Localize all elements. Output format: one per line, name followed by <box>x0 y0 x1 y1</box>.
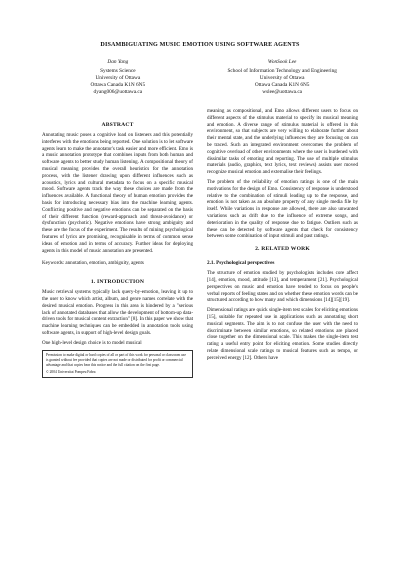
keywords: Keywords: annotation, emotion, ambiguity, agents <box>42 260 144 267</box>
left-column <box>42 108 193 390</box>
right-paragraph-2: The problem of the reliability of emotion ratings is one of the main motivations for the design of Emo. Consistency of response is understood relative to the combination of stimuli leading up to the response, and emotion is not taken as an absolute property of any single media file by itself. While variations in response are allowed, there are also unwanted variations such as drift due to the influence of extreme songs, and deterioration in the quality of response due to fatigue. Outliers such as these can be detected by software agents that check for consistency between some combination of input stimuli and past ratings. <box>207 178 358 240</box>
footer-area <box>42 350 193 390</box>
author-1-univ: University of Ottawa <box>95 75 141 81</box>
abstract-heading: ABSTRACT <box>101 122 134 128</box>
right-paragraph-1: meaning as compositional, and Emo allows different users to focus on different aspects of the stimulus material to specify its musical meaning and emotion. A diverse range of stimulus material is offered in this environment, so that subjects are very willing to elaborate further about their mental state, and the underlying influences they are focusing on can be traced. Such an integrated environment overcomes the problem of cognitive overload of other environments where the user is burdened with dissimilar tasks of emoting and reporting. The use of multiple stimulus materials (audio, graphics, text lyrics, text reviews) assists user moved recognize musical emotion and externalise their feelings. <box>207 108 358 176</box>
right-column <box>207 108 358 390</box>
right-paragraph-4: Dimensional ratings are quick single-item test scales for eliciting emotions [15], suitable for repeated use in applications such as annotating short musical segments. The aim is to not confuse the user with the need to discriminate between similar emotions, so related emotions are placed close together on the dimensional scale. This makes the single-item test rating a useful entry point for eliciting emotion. Some studies directly relate dimensional scale ratings to musical features such as tempo, or perceived energy [12]. Others have <box>207 307 358 361</box>
author-2-name: WonSook Lee <box>267 59 297 65</box>
author-2-addr: Ottawa Canada K1N 6N5 <box>254 82 310 88</box>
permission-notice: Permission to make digital or hard copies of all or part of this work for personal or classroom use is granted without fee provided that copies are not made or distributed for profit or commercial advantage and that copies bear this notice and the full citation on the first page. <box>46 352 186 367</box>
author-2-dept: School of Information Technology and Engineering <box>227 68 337 74</box>
intro-paragraph-2: One high-level design choice is to model musical <box>42 339 142 346</box>
intro-heading: 1. INTRODUCTION <box>90 279 145 286</box>
author-1 <box>42 59 194 96</box>
paper-title: DISAMBIGUATING MUSIC EMOTION USING SOFTWARE AGENTS <box>100 42 300 48</box>
author-1-addr: Ottawa Canada K1N 6N5 <box>90 82 146 88</box>
author-2 <box>206 59 358 96</box>
copyright-line: © 2004 Universitat Pompeu Fabra <box>46 369 96 374</box>
intro-paragraph: Music retrieval systems typically lack query-by-emotion, leaving it up to the user to know which artist, album, and genre names correlate with the desired musical emotion. Progress in this area is hindered by a "serious lack of annotated databases that allow the development of bottom-up data-driven tools for musical content extraction" [8]. In this paper we show that machine learning techniques can be embedded in annotation tools using software agents, in support of high-level design goals. <box>42 289 193 336</box>
author-block <box>42 59 358 96</box>
right-paragraph-3: The structure of emotion studied by psychologists includes core affect [14], emotion, mood, attitude [13], and temperament [21]. Psychological perspectives on music and emotion have tended to focus on people's verbal reports of feeling states and on whether these emotion words can be structured according to how many and which dimensions [14][15][19]. <box>207 270 358 304</box>
body-columns <box>42 108 358 390</box>
author-1-name: Dan Yang <box>107 59 129 65</box>
copyright-box <box>42 350 193 378</box>
psych-subheading: 2.1. Psychological perspectives <box>207 260 275 267</box>
related-work-heading: 2. RELATED WORK <box>255 246 310 253</box>
author-1-dept: Systems Science <box>100 68 136 74</box>
author-1-email: dyang006@uottawa.ca <box>93 89 143 95</box>
abstract-text: Annotating music poses a cognitive load on listeners and this potentially interferes with the emotions being reported. One solution is to let software agents learn to make the annotator's task easier and more efficient. Emo is a music annotation prototype that combines inputs from both human and software agents to better study human listening. A compositional theory of musical meaning provides the overall heuristics for the annotation process, with the listener drawing upon different influences such as acoustics, lyrics and cultural metadata to focus on a specific musical mood. Software agents track the way these choices are made from the influences available. A functional theory of human emotion provides the basis for introducing necessary bias into the machine learning agents. Conflicting positive and negative emotions can be separated on the basis of their different function (reward-approach and threat-avoidance) or dysfunction (psychotic). Negative emotions have strong ambiguity and these are the focus of the experiment. The results of mining psychological features of lyrics are promising, recognisable in terms of common sense ideas of emotion and in terms of accuracy. Further ideas for deploying agents in this model of music annotation are presented. <box>42 132 193 254</box>
author-2-email: wslee@uottawa.ca <box>262 89 303 95</box>
author-2-univ: University of Ottawa <box>259 75 305 81</box>
